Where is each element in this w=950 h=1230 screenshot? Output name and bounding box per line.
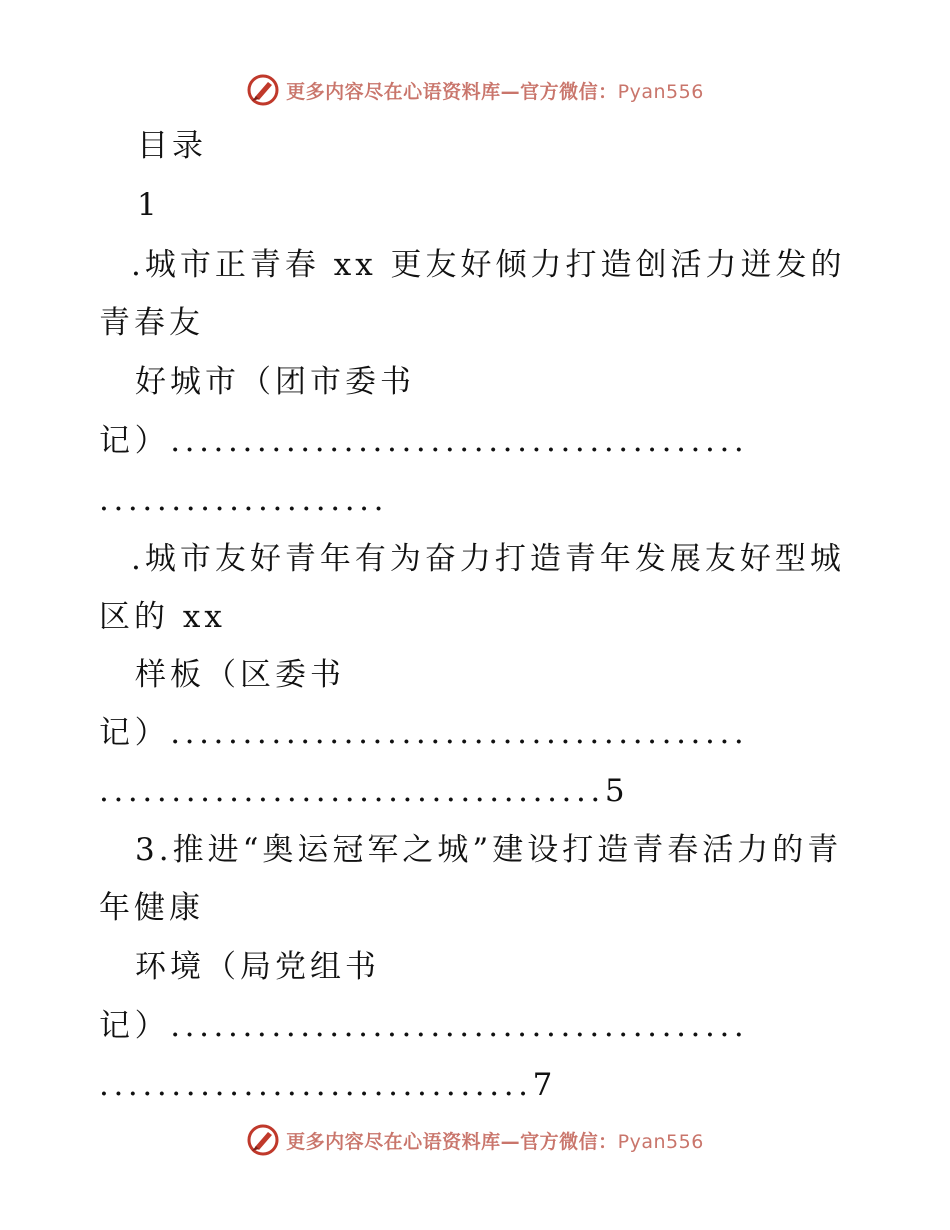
entry3-leader-line1: 记）........................................ <box>99 1008 749 1044</box>
entry1-title-line2: 青春友 <box>99 305 204 341</box>
toc-heading: 目录 <box>137 128 207 164</box>
pen-logo-icon <box>246 1123 280 1157</box>
entry3-leader-line2: ..............................7 <box>99 1067 557 1103</box>
banner-text <box>286 77 704 104</box>
pen-logo-icon <box>246 73 280 107</box>
toc-number-1: 1 <box>137 187 161 223</box>
banner-wechat-id: Pyan556 <box>617 1130 704 1153</box>
banner-text-cn: 更多内容尽在心语资料库—官方微信： <box>286 1130 618 1153</box>
entry1-leader-line1: 记）........................................ <box>99 423 749 459</box>
entry2-title-line1: .城市友好青年有为奋力打造青年发展友好型城 <box>131 541 845 577</box>
entry1-title-line3: 好城市（团市委书 <box>135 364 415 400</box>
entry2-title-line2: 区的 xx <box>99 599 226 635</box>
entry2-title-line3: 样板（区委书 <box>135 657 345 693</box>
entry1-title-line1: .城市正青春 xx 更友好倾力打造创活力迸发的 <box>131 247 846 283</box>
entry3-title-line2: 年健康 <box>99 890 204 926</box>
header-banner <box>0 70 950 110</box>
entry3-title-line1: 3.推进“奥运冠军之城”建设打造青春活力的青 <box>135 832 843 868</box>
banner-text-cn: 更多内容尽在心语资料库—官方微信： <box>286 80 618 103</box>
banner-text <box>286 1127 704 1154</box>
footer-banner <box>0 1120 950 1160</box>
entry2-leader-line2: ...................................5 <box>99 773 630 809</box>
entry3-title-line3: 环境（局党组书 <box>135 949 380 985</box>
entry1-leader-line2: .................... <box>99 482 389 518</box>
banner-wechat-id: Pyan556 <box>617 80 704 103</box>
entry2-leader-line1: 记）........................................ <box>99 715 749 751</box>
